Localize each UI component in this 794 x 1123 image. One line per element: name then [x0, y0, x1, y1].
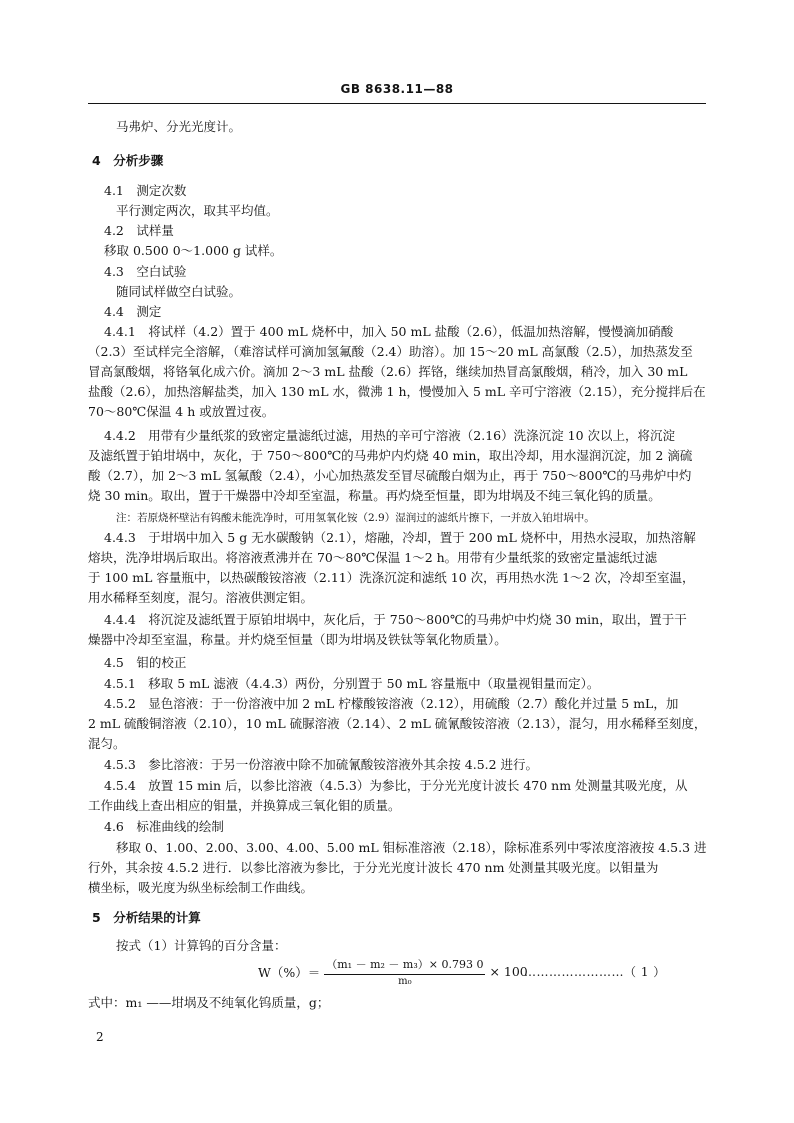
- text-line: 于 100 mL 容量瓶中，以热碳酸铵溶液（2.11）洗涤沉淀和滤纸 10 次，再用热水洗 1～2 次，冷却至室温，: [88, 570, 695, 585]
- text-line: 横坐标，吸光度为纵坐标绘制工作曲线。: [88, 880, 314, 895]
- formula-times: × 100: [489, 964, 528, 979]
- header-rule: [88, 103, 706, 104]
- formula-numerator: （m₁ － m₂ － m₃）× 0.793 0: [324, 956, 485, 975]
- subsection-heading: 4.6 标准曲线的绘制: [104, 819, 224, 834]
- subsection-heading: 4.2 试样量: [104, 223, 174, 238]
- text-line: 4.5.1 移取 5 mL 滤液（4.4.3）两份，分别置于 50 mL 容量瓶中（取量视钼量而定）。: [104, 676, 600, 691]
- text-line: 平行测定两次，取其平均值。: [116, 203, 279, 218]
- text-line: 马弗炉、分光光度计。: [116, 119, 242, 134]
- text-line: 烧 30 min。取出，置于干燥器中冷却至室温，称量。再灼烧至恒量，即为坩埚及不纯三氧化钨的质量。: [88, 488, 661, 503]
- text-line: 移取 0.500 0～1.000 g 试样。: [104, 243, 283, 258]
- text-line: 用水稀释至刻度，混匀。溶液供测定钼。: [88, 590, 314, 605]
- text-line: 熔块，洗净坩埚后取出。将溶液煮沸并在 70～80℃保温 1～2 h。用带有少量纸浆的致密定量滤纸过滤: [88, 550, 658, 565]
- subsection-heading: 4.1 测定次数: [104, 183, 187, 198]
- formula-fraction: [324, 956, 485, 987]
- text-line: 移取 0、1.00、2.00、3.00、4.00、5.00 mL 钼标准溶液（2.18），除标准系列中零浓度溶液按 4.5.3 进: [116, 840, 707, 855]
- text-line: 4.4.1 将试样（4.2）置于 400 mL 烧杯中，加入 50 mL 盐酸（2.6），低温加热溶解，慢慢滴加硝酸: [104, 324, 674, 339]
- section-heading: 5 分析结果的计算: [92, 910, 201, 925]
- text-line: 随同试样做空白试验。: [116, 284, 242, 299]
- text-line: 4.5.2 显色溶液：于一份溶液中加 2 mL 柠檬酸铵溶液（2.12），用硫酸（2.7）酸化并过量 5 mL，加: [104, 696, 679, 711]
- text-line: 酸（2.7），加 2～3 mL 氢氟酸（2.4），小心加热蒸发至冒尽硫酸白烟为止，再于 750～800℃的马弗炉中灼: [88, 468, 692, 483]
- text-line: 冒高氯酸烟，将铬氧化成六价。滴加 2～3 mL 盐酸（2.6）挥铬，继续加热冒高氯酸烟，稍冷，加入 30 mL: [88, 364, 688, 379]
- text-line: 燥器中冷却至室温，称量。并灼烧至恒量（即为坩埚及铁钛等氧化物质量）。: [88, 632, 507, 647]
- text-line: 70～80℃保温 4 h 或放置过夜。: [88, 404, 275, 419]
- where-line: 式中：m₁ ——坩埚及不纯氧化钨质量，g；: [88, 995, 330, 1010]
- text-line: 盐酸（2.6），加热溶解盐类，加入 130 mL 水，微沸 1 h，慢慢加入 5 mL 辛可宁溶液（2.15），充分搅拌后在: [88, 384, 706, 399]
- page-header: GB 8638.11—88: [340, 82, 454, 96]
- text-line: 4.4.3 于坩埚中加入 5 g 无水碳酸钠（2.1），熔融，冷却，置于 200 mL 烧杯中，用热水浸取，加热溶解: [104, 530, 696, 545]
- text-line: 行外，其余按 4.5.2 进行．以参比溶液为参比，于分光光度计波长 470 nm 处测量其吸光度。以钼量为: [88, 860, 659, 875]
- text-line: 按式（1）计算钨的百分含量：: [116, 938, 287, 953]
- text-line: 2 mL 硫酸铜溶液（2.10），10 mL 硫脲溶液（2.14）、2 mL 硫氰酸铵溶液（2.13），混匀，用水稀释至刻度，: [88, 716, 707, 731]
- text-line: 工作曲线上查出相应的钼量，并换算成三氧化钼的质量。: [88, 798, 401, 813]
- page-number: 2: [96, 1030, 104, 1044]
- note-line: 注：若原烧杯壁沾有钨酸未能洗净时，可用氢氧化铵（2.9）湿润过的滤纸片擦下，一并放入铂坩埚中。: [116, 512, 595, 524]
- text-line: 及滤纸置于铂坩埚中，灰化，于 750～800℃的马弗炉内灼烧 40 min，取出冷却，用水湿润沉淀，加 2 滴硫: [88, 448, 693, 463]
- formula-lhs: W（%）＝: [258, 964, 321, 980]
- formula: [258, 956, 528, 987]
- text-line: 4.5.4 放置 15 min 后，以参比溶液（4.5.3）为参比，于分光光度计波长 470 nm 处测量其吸光度，从: [104, 778, 688, 793]
- section-heading: 4 分析步骤: [92, 153, 164, 168]
- subsection-heading: 4.4 测定: [104, 304, 162, 319]
- text-line: 4.4.2 用带有少量纸浆的致密定量滤纸过滤，用热的辛可宁溶液（2.16）洗涤沉淀 10 次以上，将沉淀: [104, 428, 675, 443]
- subsection-heading: 4.5 钼的校正: [104, 655, 187, 670]
- text-line: 4.5.3 参比溶液：于另一份溶液中除不加硫氰酸铵溶液外其余按 4.5.2 进行。: [104, 757, 539, 772]
- equation-number: ……………………（ 1 ）: [524, 965, 666, 979]
- text-line: 4.4.4 将沉淀及滤纸置于原铂坩埚中，灰化后，于 750～800℃的马弗炉中灼烧 30 min，取出，置于干: [104, 612, 687, 627]
- subsection-heading: 4.3 空白试验: [104, 264, 187, 279]
- text-line: （2.3）至试样完全溶解，（难溶试样可滴加氢氟酸（2.4）助溶）。加 15～20 mL 高氯酸（2.5），加热蒸发至: [88, 344, 693, 359]
- formula-denominator: m₀: [398, 976, 412, 987]
- text-line: 混匀。: [88, 736, 126, 751]
